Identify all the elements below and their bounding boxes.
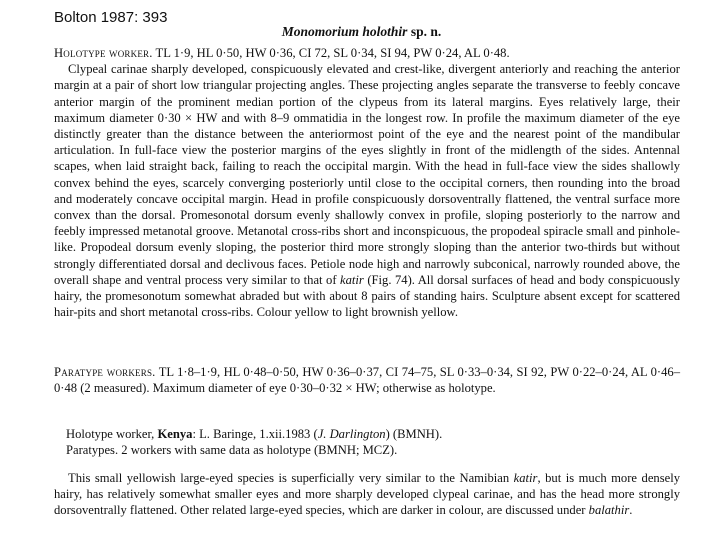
material-examined — [66, 426, 676, 458]
discussion-text-part-3: . — [629, 503, 633, 518]
species-suffix: sp. n. — [407, 24, 442, 39]
species-name: Monomorium holothir — [281, 24, 408, 39]
balathir-reference: balathir — [588, 503, 630, 518]
paratype-heading: Paratype workers. — [54, 365, 156, 379]
holotype-material-line — [66, 426, 676, 442]
material-collector: J. Darlington — [317, 427, 386, 441]
holotype-measurements-line — [54, 45, 680, 61]
holotype-description — [54, 45, 680, 320]
material-locality: : L. Baringe, 1.xii.1983 ( — [192, 427, 318, 441]
material-country: Kenya — [157, 427, 193, 441]
paratype-paragraph — [54, 364, 680, 396]
holotype-body — [54, 61, 680, 320]
discussion-paragraph — [54, 470, 680, 519]
material-prefix: Holotype worker, — [66, 427, 158, 441]
discussion-text-part-1: This small yellowish large-eyed species is superficially very similar to the Namibian — [68, 471, 514, 485]
holotype-text-part-2: (Fig. 74). All dorsal surfaces of head and body conspicuously hairy, the promesonotum somewhat abraded but with about 8 pairs of standing hairs. Sculpture absent except for scattered hair-pits and short metanotal cross-ribs. Colour yellow to light brownish yellow. — [54, 272, 680, 320]
discussion — [54, 470, 680, 519]
holotype-measurements: TL 1·9, HL 0·50, HW 0·36, CI 72, SL 0·34, SI 94, PW 0·24, AL 0·48. — [152, 46, 510, 60]
katir-reference: katir — [340, 272, 364, 287]
paratype-material-line: Paratypes. 2 workers with same data as holotype (BMNH; MCZ). — [66, 443, 398, 457]
paratype-text: TL 1·8–1·9, HL 0·48–0·50, HW 0·36–0·37, CI 74–75, SL 0·33–0·34, SI 92, PW 0·22–0·24, AL 0·46–0·48 (2 measured). Maximum diameter of eye 0·30–0·32 × HW; otherwise as holotype. — [54, 365, 680, 396]
material-repository: ) (BMNH). — [385, 427, 443, 441]
species-title — [0, 24, 723, 40]
holotype-text-part-1: Clypeal carinae sharply developed, conspicuously elevated and crest-like, divergent anteriorly and reaching the anterior margin at a pair of short low triangular projecting angles. These projecting angles separate the transverse to feebly concave anterior margin of the prominent median portion of the clypeus from its lateral margins. Eyes relatively large, their maximum diameter 0·30 × HW and with 8–9 ommatidia in the longest row. In profile the maximum diameter of the eye distinctly greater than the distance between the anteriormost point of the eye and the nearest point of the mandibular articulation. In full-face view the posterior margins of the eyes slightly in front of the midlength of the sides. Antennal scapes, when laid straight back, failing to reach the occipital margin. With the head in full-face view the sides shallowly convex behind the eyes, scarcely converging posteriorly until close to the occipital corners, then rounding into the broad and moderately concave occipital margin. Head in profile conspicuously dorsoventrally flattened, the ventral surface more convex than the dorsal. Promesonotal dorsum evenly shallowly convex in profile, sloping posteriorly to the narrow and feebly impressed metanotal groove. Metanotal cross-ribs short and inconspicuous, the propodeal spiracle small and pinhole-like. Propodeal dorsum evenly sloping, the posterior third more strongly sloping than the anterior two-thirds but without strongly differentiated dorsal and declivous faces. Petiole node high and narrowly subconical, narrowly rounded above, the overall shape and ventral process very similar to that of — [54, 62, 680, 287]
katir-reference-2: katir — [513, 471, 538, 485]
discussion-text-part-2: , but is much more densely hairy, has relatively somewhat smaller eyes and more sharply developed clypeal carinae, and has the head more strongly dorsoventrally flattened. Other related large-eyed species, which are darker in colour, are discussed under — [54, 471, 680, 518]
paratype-description — [54, 364, 680, 396]
source-citation-label: Bolton 1987: 393 — [54, 9, 168, 26]
holotype-heading: Holotype worker. — [54, 46, 153, 60]
